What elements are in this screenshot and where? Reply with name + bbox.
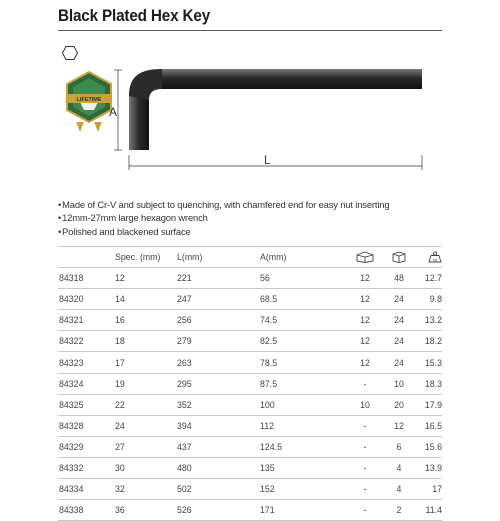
column-header-carton xyxy=(382,247,416,268)
cell-spec: 36 xyxy=(115,500,177,521)
cell-item-code: 84328 xyxy=(58,415,115,436)
feature-list xyxy=(58,198,442,238)
spec-table xyxy=(58,246,442,521)
cell-spec: 12 xyxy=(115,268,177,289)
cell-item-code: 84324 xyxy=(58,373,115,394)
table-row xyxy=(58,289,442,310)
cell-a-dimension: 171 xyxy=(260,500,348,521)
dimension-l-label: L xyxy=(264,153,271,167)
cell-box-qty: - xyxy=(348,500,382,521)
table-row xyxy=(58,479,442,500)
page-title: Black Plated Hex Key xyxy=(58,6,211,25)
cell-a-dimension: 152 xyxy=(260,479,348,500)
cell-carton-qty: 10 xyxy=(382,373,416,394)
cell-item-code: 84322 xyxy=(58,331,115,352)
cell-carton-qty: 6 xyxy=(382,436,416,457)
cell-weight: 13.9 xyxy=(416,457,442,478)
cell-length: 352 xyxy=(177,394,260,415)
cell-box-qty: 10 xyxy=(348,394,382,415)
column-header-a: A(mm) xyxy=(260,247,348,268)
table-row xyxy=(58,415,442,436)
cell-weight: 18.2 xyxy=(416,331,442,352)
cell-length: 247 xyxy=(177,289,260,310)
cell-weight: 12.7 xyxy=(416,268,442,289)
column-header-box xyxy=(348,247,382,268)
box-icon xyxy=(356,251,374,263)
cell-spec: 32 xyxy=(115,479,177,500)
table-row xyxy=(58,310,442,331)
cell-length: 279 xyxy=(177,331,260,352)
cell-a-dimension: 87.5 xyxy=(260,373,348,394)
column-header-weight xyxy=(416,247,442,268)
cell-spec: 14 xyxy=(115,289,177,310)
cell-length: 526 xyxy=(177,500,260,521)
cell-item-code: 84320 xyxy=(58,289,115,310)
cell-spec: 17 xyxy=(115,352,177,373)
cell-carton-qty: 48 xyxy=(382,268,416,289)
table-row xyxy=(58,331,442,352)
cell-spec: 19 xyxy=(115,373,177,394)
weight-icon xyxy=(428,251,442,263)
cell-item-code: 84321 xyxy=(58,310,115,331)
cell-length: 502 xyxy=(177,479,260,500)
cell-item-code: 84329 xyxy=(58,436,115,457)
hex-key-short-arm xyxy=(129,92,149,150)
cell-a-dimension: 78.5 xyxy=(260,352,348,373)
cell-item-code: 84323 xyxy=(58,352,115,373)
column-header-length: L(mm) xyxy=(177,247,260,268)
cell-weight: 11.4 xyxy=(416,500,442,521)
cell-weight: 9.8 xyxy=(416,289,442,310)
cell-box-qty: - xyxy=(348,373,382,394)
table-row xyxy=(58,436,442,457)
cell-carton-qty: 20 xyxy=(382,394,416,415)
svg-text:kg: kg xyxy=(432,257,438,263)
cell-carton-qty: 12 xyxy=(382,415,416,436)
column-header-code xyxy=(58,247,115,268)
cell-weight: 18.3 xyxy=(416,373,442,394)
table-row xyxy=(58,373,442,394)
cell-box-qty: 12 xyxy=(348,331,382,352)
table-row xyxy=(58,457,442,478)
cell-a-dimension: 56 xyxy=(260,268,348,289)
cell-weight: 15.3 xyxy=(416,352,442,373)
cell-carton-qty: 24 xyxy=(382,331,416,352)
cell-length: 295 xyxy=(177,373,260,394)
table-row xyxy=(58,352,442,373)
cell-length: 437 xyxy=(177,436,260,457)
cell-a-dimension: 124.5 xyxy=(260,436,348,457)
cell-item-code: 84332 xyxy=(58,457,115,478)
cell-box-qty: 12 xyxy=(348,352,382,373)
table-row xyxy=(58,394,442,415)
cell-weight: 16.5 xyxy=(416,415,442,436)
cell-spec: 22 xyxy=(115,394,177,415)
cell-carton-qty: 4 xyxy=(382,457,416,478)
cell-length: 256 xyxy=(177,310,260,331)
cell-weight: 15.6 xyxy=(416,436,442,457)
feature-item: • Polished and blackened surface xyxy=(58,225,442,238)
cell-a-dimension: 100 xyxy=(260,394,348,415)
cell-item-code: 84325 xyxy=(58,394,115,415)
cell-box-qty: 12 xyxy=(348,289,382,310)
cell-length: 394 xyxy=(177,415,260,436)
cell-carton-qty: 24 xyxy=(382,310,416,331)
cell-box-qty: 12 xyxy=(348,310,382,331)
cell-length: 480 xyxy=(177,457,260,478)
cell-box-qty: - xyxy=(348,479,382,500)
cell-spec: 30 xyxy=(115,457,177,478)
table-row xyxy=(58,268,442,289)
cell-a-dimension: 82.5 xyxy=(260,331,348,352)
cell-a-dimension: 135 xyxy=(260,457,348,478)
column-header-spec: Spec. (mm) xyxy=(115,247,177,268)
hex-key-diagram xyxy=(100,60,430,185)
cell-length: 221 xyxy=(177,268,260,289)
cell-carton-qty: 24 xyxy=(382,352,416,373)
cell-length: 263 xyxy=(177,352,260,373)
carton-icon xyxy=(392,251,406,263)
cell-box-qty: - xyxy=(348,436,382,457)
hex-key-bend xyxy=(129,69,162,100)
feature-item: • 12mm-27mm large hexagon wrench xyxy=(58,211,442,224)
hexagon-icon xyxy=(62,45,78,61)
cell-item-code: 84334 xyxy=(58,479,115,500)
dimension-a-label: A xyxy=(109,105,118,119)
cell-carton-qty: 24 xyxy=(382,289,416,310)
table-header-row xyxy=(58,247,442,268)
cell-a-dimension: 68.5 xyxy=(260,289,348,310)
cell-weight: 17.9 xyxy=(416,394,442,415)
cell-item-code: 84338 xyxy=(58,500,115,521)
cell-a-dimension: 112 xyxy=(260,415,348,436)
badge-text: LIFETIME xyxy=(76,97,102,103)
cell-a-dimension: 74.5 xyxy=(260,310,348,331)
hex-key-long-arm xyxy=(160,69,422,89)
cell-spec: 24 xyxy=(115,415,177,436)
title-divider xyxy=(58,30,442,31)
cell-box-qty: - xyxy=(348,415,382,436)
cell-spec: 16 xyxy=(115,310,177,331)
cell-spec: 18 xyxy=(115,331,177,352)
table-row xyxy=(58,500,442,521)
cell-carton-qty: 2 xyxy=(382,500,416,521)
cell-box-qty: 12 xyxy=(348,268,382,289)
cell-carton-qty: 4 xyxy=(382,479,416,500)
feature-item: • Made of Cr-V and subject to quenching, with chamfered end for easy nut inserting xyxy=(58,198,442,211)
cell-weight: 17 xyxy=(416,479,442,500)
cell-item-code: 84318 xyxy=(58,268,115,289)
cell-weight: 13.2 xyxy=(416,310,442,331)
cell-box-qty: - xyxy=(348,457,382,478)
cell-spec: 27 xyxy=(115,436,177,457)
